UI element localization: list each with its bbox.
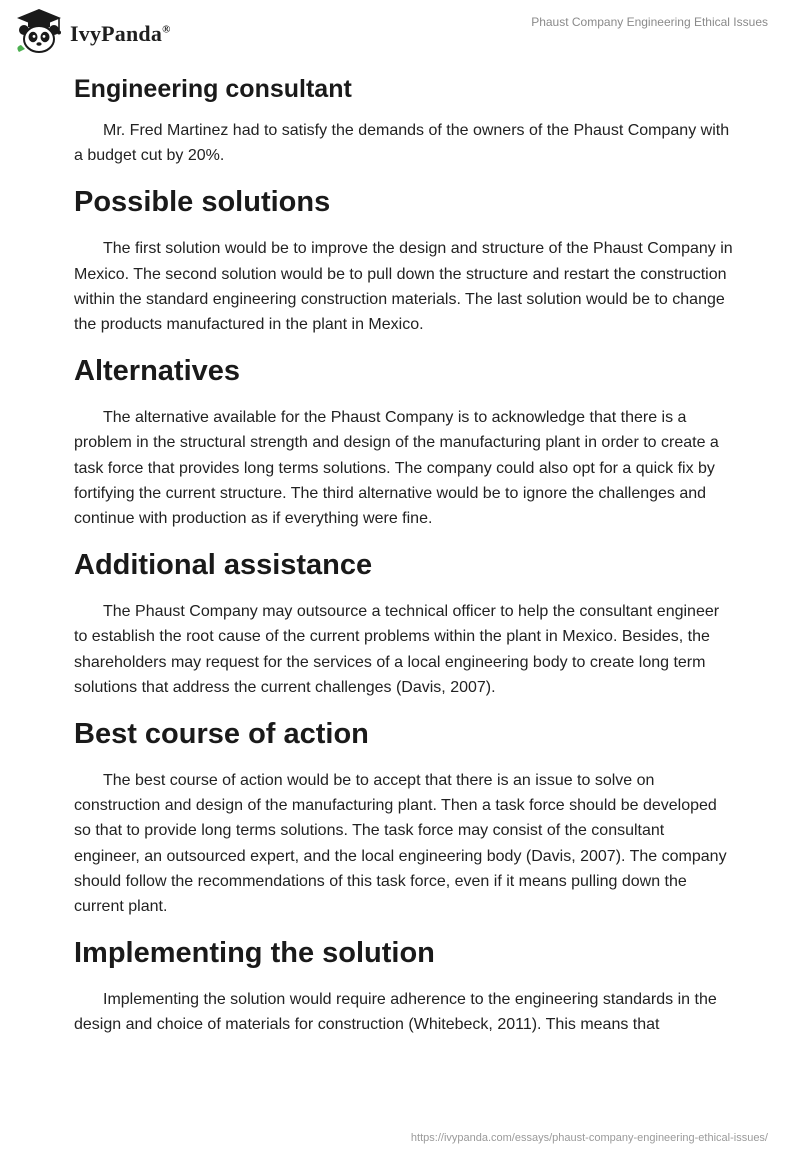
paragraph-engineering-consultant: Mr. Fred Martinez had to satisfy the demands of the owners of the Phaust Company with a budget cut by 20%. — [74, 122, 730, 165]
heading-implementing-the-solution: Implementing the solution — [74, 937, 435, 970]
heading-engineering-consultant: Engineering consultant — [74, 75, 352, 103]
paragraph-alternatives: The alternative available for the Phaust Company is to acknowledge that there is a problem in the structural strength and design of the manufacturing plant in order to create a task force that provides long terms solutions. The company could also opt for a quick fix by fortifying the current structure. The third alternative would be to ignore the challenges and continue with production as if everything were fine. — [74, 409, 719, 528]
paragraph-possible-solutions: The first solution would be to improve the design and structure of the Phaust Company in Mexico. The second solution would be to pull down the structure and restart the construction within the standard engineering construction materials. The last solution would be to change the products manufactured in the plant in Mexico. — [74, 240, 733, 334]
brand-name: IvyPanda® — [70, 20, 171, 46]
ivypanda-logo[interactable] — [14, 8, 171, 59]
document-title: Phaust Company Engineering Ethical Issues — [531, 15, 768, 29]
heading-additional-assistance: Additional assistance — [74, 549, 373, 582]
heading-best-course-of-action: Best course of action — [74, 718, 369, 751]
heading-possible-solutions: Possible solutions — [74, 186, 331, 219]
panda-graduate-icon — [14, 8, 64, 59]
paragraph-additional-assistance: The Phaust Company may outsource a technical officer to help the consultant engineer to establish the root cause of the current problems within the plant in Mexico. Besides, the shareholders may request for the services of a local engineering body to create long term solutions that address the current challenges (Davis, 2007). — [74, 603, 720, 696]
paragraph-best-course-of-action: The best course of action would be to accept that there is an issue to solve on construction and design of the manufacturing plant. Then a task force should be developed so that to provide long terms solutions. The task force may consist of the consultant engineer, an outsourced expert, and the local engineering body (Davis, 2007). The company should follow the recommendations of this task force, even if it means pulling down the current plant. — [74, 772, 727, 916]
page-header — [0, 0, 800, 64]
paragraph-implementing-the-solution: Implementing the solution would require adherence to the engineering standards in the design and choice of materials for construction (Whitebeck, 2011). This means that — [74, 991, 717, 1034]
essay-body — [74, 72, 734, 1038]
source-url-link[interactable]: https://ivypanda.com/essays/phaust-company-engineering-ethical-issues/ — [410, 1132, 768, 1144]
heading-alternatives: Alternatives — [74, 355, 241, 388]
